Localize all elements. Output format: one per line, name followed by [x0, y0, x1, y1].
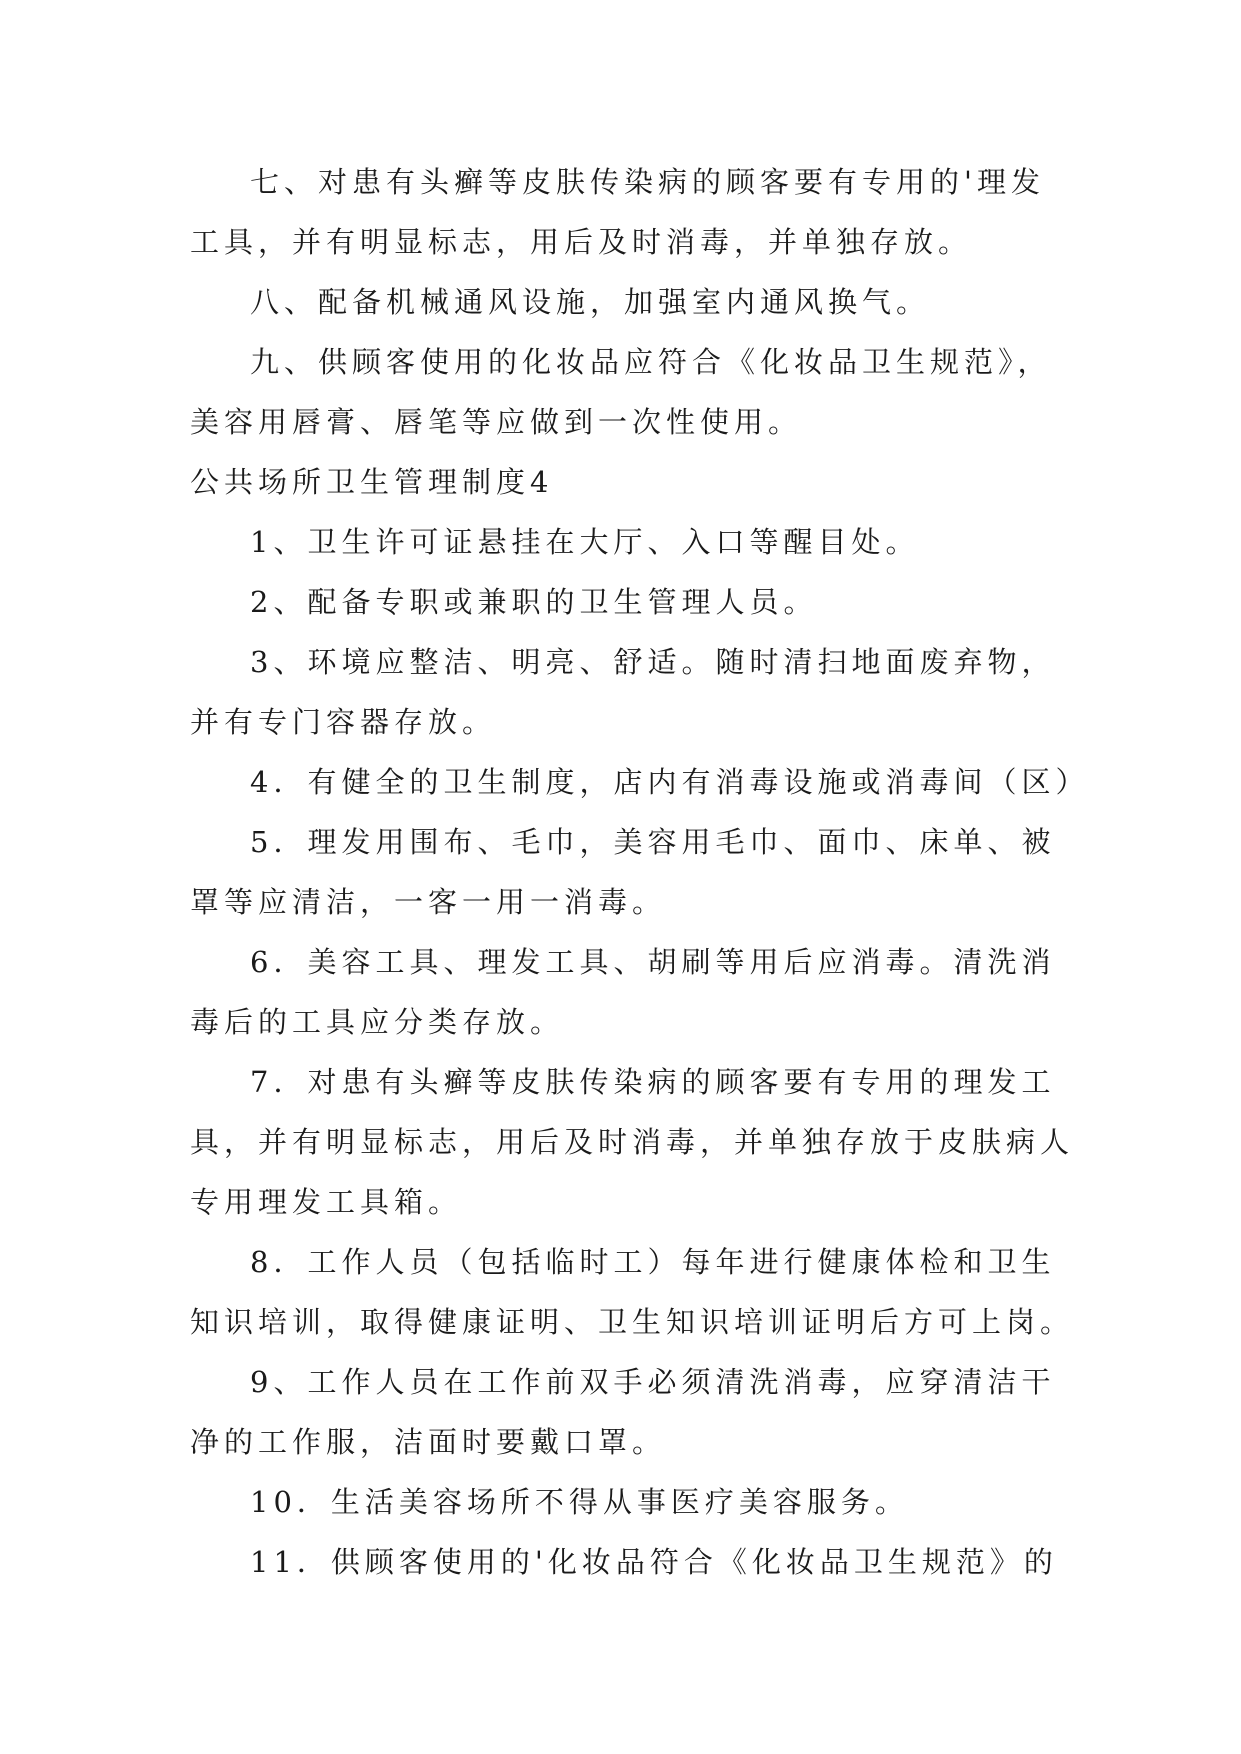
paragraph-line: 九、供顾客使用的化妆品应符合《化妆品卫生规范》， [250, 345, 1052, 379]
paragraph-line: 7．对患有头癣等皮肤传染病的顾客要有专用的理发工 [250, 1065, 1056, 1099]
paragraph-line: 净的工作服，洁面时要戴口罩。 [190, 1425, 667, 1459]
paragraph-line: 并有专门容器存放。 [190, 705, 497, 739]
section-heading: 公共场所卫生管理制度4 [190, 465, 554, 499]
paragraph-line: 具，并有明显标志，用后及时消毒，并单独存放于皮肤病人 [190, 1125, 1075, 1159]
paragraph-line: 5．理发用围布、毛巾，美容用毛巾、面巾、床单、被 [250, 825, 1056, 859]
paragraph-line: 工具，并有明显标志，用后及时消毒，并单独存放。 [190, 225, 973, 259]
paragraph-line: 9、工作人员在工作前双手必须清洗消毒，应穿清洁干 [250, 1365, 1056, 1399]
paragraph-line: 毒后的工具应分类存放。 [190, 1005, 565, 1039]
paragraph-line: 美容用唇膏、唇笔等应做到一次性使用。 [190, 405, 803, 439]
paragraph-line: 1、卫生许可证悬挂在大厅、入口等醒目处。 [250, 525, 920, 559]
paragraph-line: 七、对患有头癣等皮肤传染病的顾客要有专用的'理发 [250, 165, 1045, 199]
paragraph-line: 8．工作人员（包括临时工）每年进行健康体检和卫生 [250, 1245, 1056, 1279]
paragraph-line: 4．有健全的卫生制度，店内有消毒设施或消毒间（区） [250, 765, 1090, 799]
paragraph-line: 6．美容工具、理发工具、胡刷等用后应消毒。清洗消 [250, 945, 1056, 979]
paragraph-line: 11．供顾客使用的'化妆品符合《化妆品卫生规范》的 [250, 1545, 1058, 1579]
paragraph-line: 3、环境应整洁、明亮、舒适。随时清扫地面废弃物， [250, 645, 1056, 679]
paragraph-line: 10．生活美容场所不得从事医疗美容服务。 [250, 1485, 909, 1519]
document-body [190, 152, 1090, 1592]
paragraph-line: 专用理发工具箱。 [190, 1185, 463, 1219]
paragraph-line: 2、配备专职或兼职的卫生管理人员。 [250, 585, 818, 619]
paragraph-line: 八、配备机械通风设施，加强室内通风换气。 [250, 285, 931, 319]
paragraph-line: 罩等应清洁，一客一用一消毒。 [190, 885, 667, 919]
paragraph-line: 知识培训，取得健康证明、卫生知识培训证明后方可上岗。 [190, 1305, 1075, 1339]
